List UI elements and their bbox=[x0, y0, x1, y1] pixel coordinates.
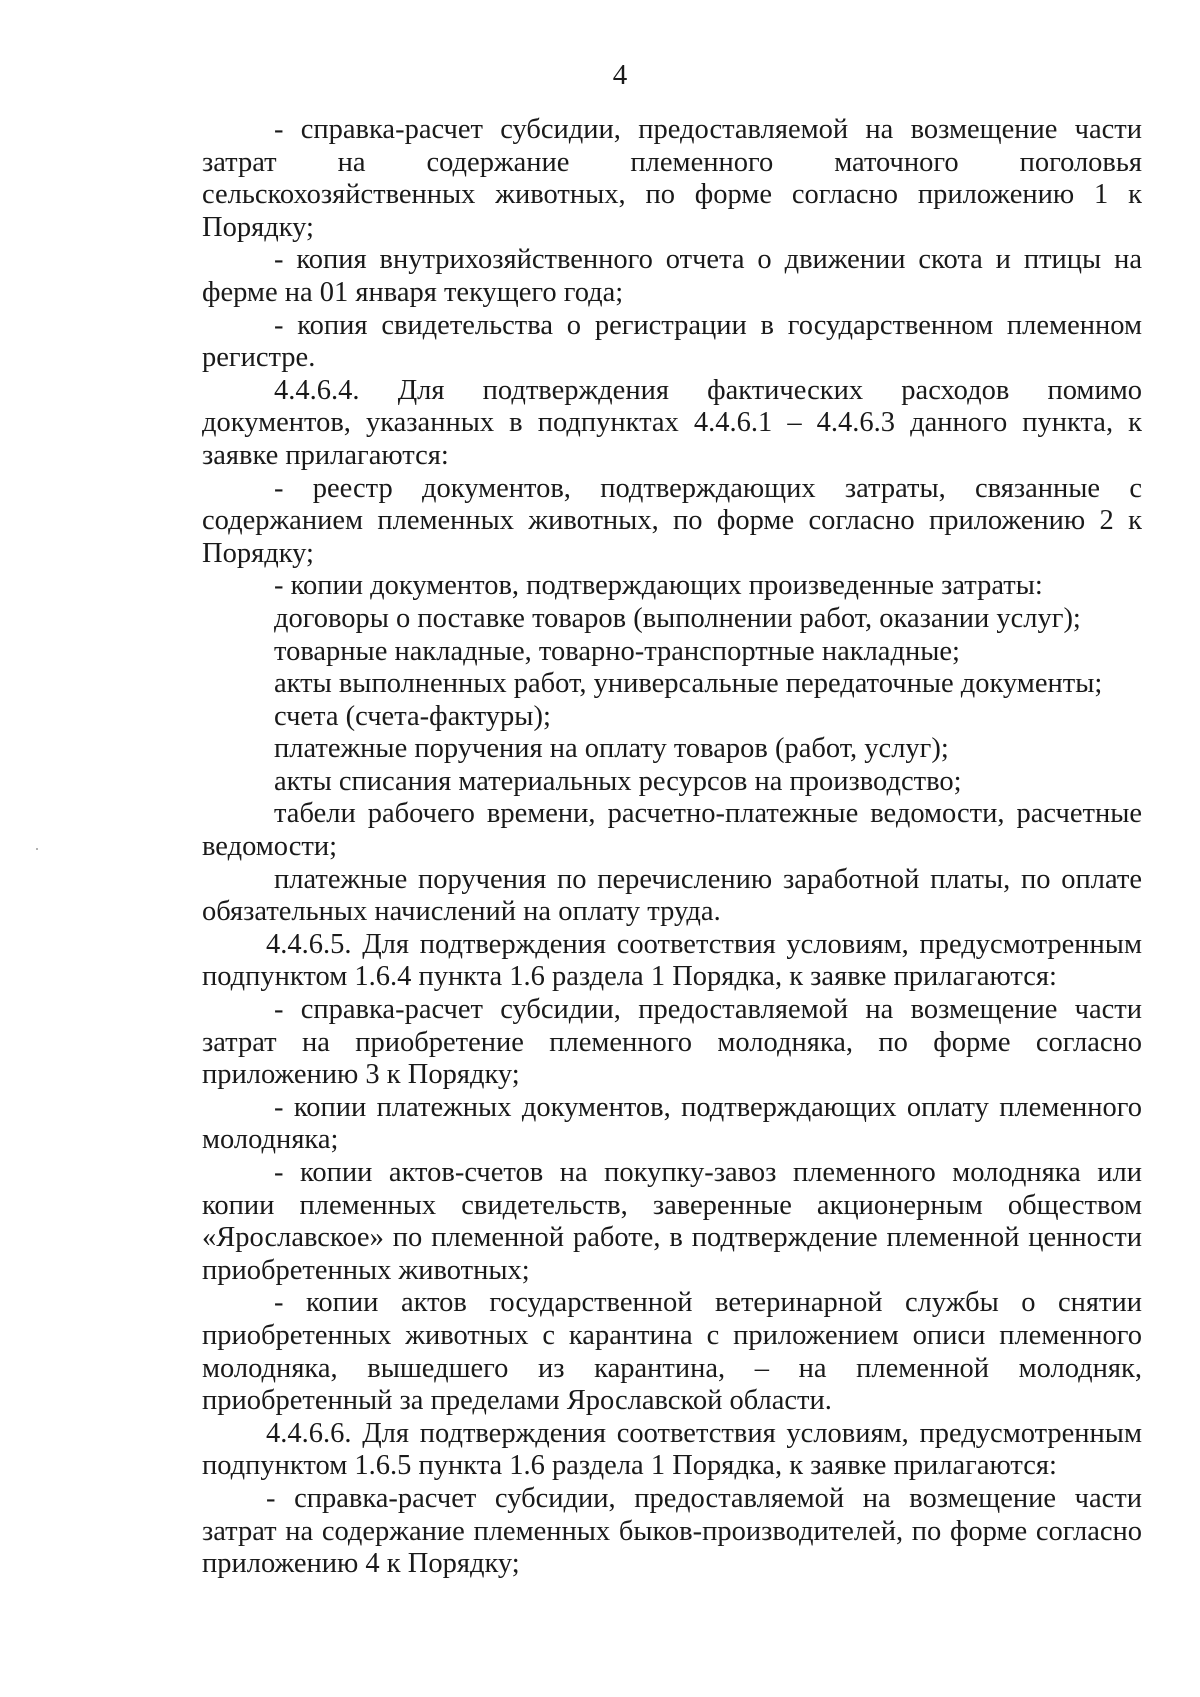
paragraph-payment-documents-copies: - копии платежных документов, подтверждающих оплату племенного молодняка; bbox=[202, 1091, 1142, 1156]
paragraph-farm-report-copy: - копия внутрихозяйственного отчета о движении скота и птицы на ферме на 01 января текущего года; bbox=[202, 244, 1142, 308]
paragraph-registry-certificate-copy: - копия свидетельства о регистрации в государственном племенном регистре. bbox=[202, 309, 1142, 374]
paragraph-section-4-4-6-6: 4.4.6.6. Для подтверждения соответствия условиям, предусмотренным подпунктом 1.6.5 пункта 1.6 раздела 1 Порядка, к заявке прилагаются: bbox=[202, 1417, 1142, 1482]
list-item-invoices: счета (счета-фактуры); bbox=[274, 700, 551, 732]
paragraph-purchase-acts-copies: - копии актов-счетов на покупку-завоз племенного молодняка или копии племенных свидетельств, заверенные акционерным обществом «Ярославское» по племенной работе, в подтверждение племенной ценности приобретенных животных; bbox=[202, 1157, 1142, 1286]
page-number: 4 bbox=[612, 59, 628, 91]
paragraph-subsidy-calc-young-stock: - справка-расчет субсидии, предоставляемой на возмещение части затрат на приобретение племенного молодняка, по форме согласно приложению 3 к Порядку; bbox=[202, 994, 1142, 1091]
paragraph-subsidy-calc-breeding-stock: - справка-расчет субсидии, предоставляемой на возмещение части затрат на содержание племенного маточного поголовья сельскохозяйственных животных, по форме согласно приложению 1 к Порядку; bbox=[202, 114, 1142, 243]
list-item-write-off-acts: акты списания материальных ресурсов на производство; bbox=[274, 765, 962, 797]
list-item-waybills: товарные накладные, товарно-транспортные накладные; bbox=[274, 635, 960, 667]
list-item-work-acts: акты выполненных работ, универсальные передаточные документы; bbox=[274, 668, 1103, 700]
document-body bbox=[202, 114, 1142, 1581]
scan-dot bbox=[36, 848, 38, 850]
paragraph-expense-documents-copies: - копии документов, подтверждающих произведенные затраты: bbox=[274, 570, 1043, 602]
paragraph-subsidy-calc-bulls: - справка-расчет субсидии, предоставляемой на возмещение части затрат на содержание племенных быков-производителей, по форме согласно приложению 4 к Порядку; bbox=[202, 1482, 1142, 1580]
paragraph-veterinary-acts-copies: - копии актов государственной ветеринарной службы о снятии приобретенных животных с карантина с приложением описи племенного молодняка, вышедшего из карантина, – на племенной молодняк, приобретенный за пределами Ярославской области. bbox=[202, 1287, 1142, 1417]
paragraph-section-4-4-6-5: 4.4.6.5. Для подтверждения соответствия условиям, предусмотренным подпунктом 1.6.4 пункта 1.6 раздела 1 Порядка, к заявке прилагаются: bbox=[202, 928, 1142, 993]
list-item-payment-orders-goods: платежные поручения на оплату товаров (работ, услуг); bbox=[274, 733, 949, 765]
list-item-payroll-payment-orders: платежные поручения по перечислению заработной платы, по оплате обязательных начислений на оплату труда. bbox=[202, 863, 1142, 928]
list-item-supply-contracts: договоры о поставке товаров (выполнении работ, оказании услуг); bbox=[274, 602, 1081, 634]
paragraph-section-4-4-6-4: 4.4.6.4. Для подтверждения фактических расходов помимо документов, указанных в подпунктах 4.4.6.1 – 4.4.6.3 данного пункта, к заявке прилагаются: bbox=[202, 374, 1142, 471]
paragraph-expense-registry: - реестр документов, подтверждающих затраты, связанные с содержанием племенных животных, по форме согласно приложению 2 к Порядку; bbox=[202, 472, 1142, 569]
list-item-timesheets: табели рабочего времени, расчетно-платежные ведомости, расчетные ведомости; bbox=[202, 798, 1142, 863]
